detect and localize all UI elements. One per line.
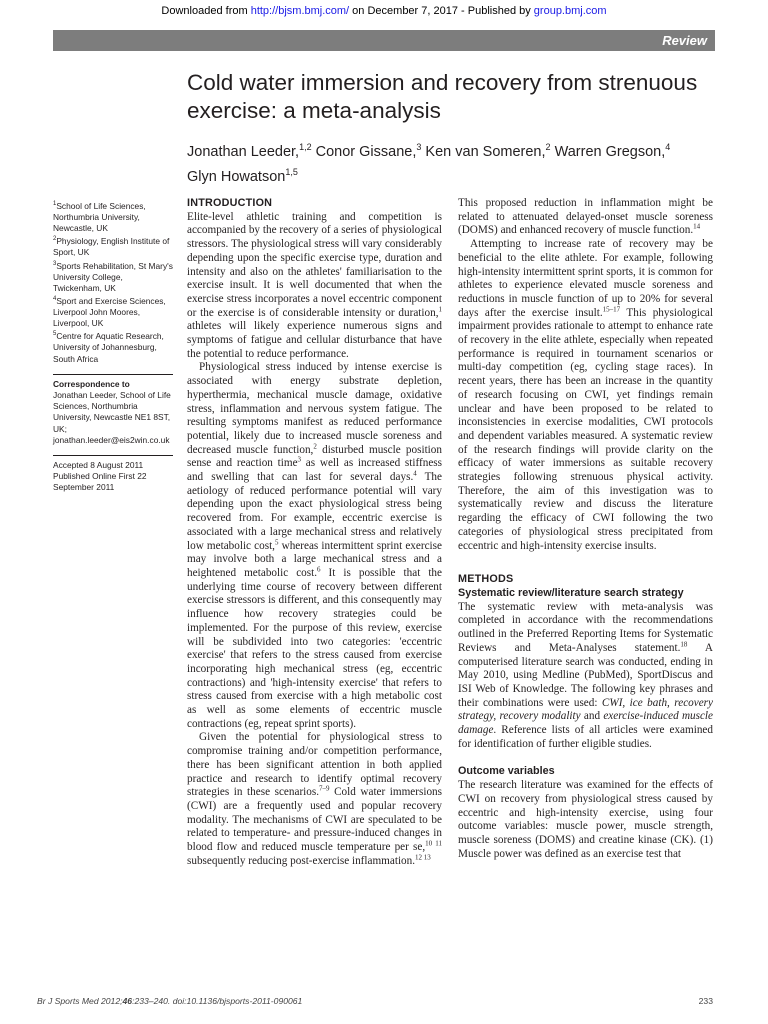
page-footer [37,996,713,1010]
paragraph: Given the potential for physiological stress to compromise training and/or competition performance, there has been significant attention in both applied practice and research to identify optimal recovery strategies in these scenarios.$^{7-9}$ Cold water immersions (CWI) are a frequently used and popular recovery modality. The mechanisms of CWI are speculated to be related to temperature- and pressure-induced changes in blood flow and reduced muscle temperature per se,$^{10 11}$ subsequently reducing post-exercise inflammation.$^{12 13}$ [187,731,443,867]
text-column-left [187,197,442,868]
page-number: 233 [698,996,713,1006]
download-middle: on December 7, 2017 - Published by [349,5,534,17]
sidebar-divider [53,374,173,375]
outcome-variables-subheading: Outcome variables [458,765,555,778]
methods-heading: METHODS [458,573,514,586]
affiliation: $^2$Physiology, English Institute of Sport, UK [53,236,170,258]
download-notice [0,5,768,17]
affiliation: $^1$School of Life Sciences, Northumbria University, Newcastle, UK [53,200,146,234]
article-sidebar [53,199,173,494]
paragraph: Elite-level athletic training and competition is accompanied by the recovery of a series of physiological stressors. The physiological stress will vary considerably depending upon the specific exercise type, duration and intensity and also on the athletes' familiarisation to the exercise insult. It is well documented that when the exercise stress incorporates a novel eccentric component or the exercise is of considerable intensity or duration,$^1$ athletes will likely experience numerous signs and symptoms of fatigue and cellular disturbance that have the potential to reduce performance. [187,210,442,360]
affiliation: $^3$Sports Rehabilitation, St Mary's University College, Twickenham, UK [53,260,173,293]
paragraph: Attempting to increase rate of recovery may be beneficial to the elite athlete. For example, following high-intensity intermittent sprint sports, it is common for athletes to experience elevated muscle soreness and reductions in muscle function of up to 20% for several days after the exercise insult.$^{15-17}$ This physiological impairment provides rationale to attempt to enhance rate of recovery in the elite athlete, especially when repeated performance is required in tournament scenarios or multi-day competition (eg, cycling stage races). In recent years, there has been an increase in the quantity of research focusing on CWI, yet findings remain unclear and have been proposed to be related to inconsistencies in exercise modalities, CWI protocols and dependent variables measured. A systematic review of the research findings will provide clarity on the efficacy of water immersions as suitable recovery strategies following strenuous physical activity. Therefore, the aim of this investigation was to systematically review and discuss the literature regarding the efficacy of CWI following the two categories of physiological stress precipitated from eccentric and high-intensity exercise insults. [458,238,713,552]
affiliation: $^5$Centre for Aquatic Research, University of Johannesburg, South Africa [53,331,164,364]
accepted-date: Accepted 8 August 2011 [53,460,144,471]
section-label: Review [662,33,707,48]
spacer [458,553,713,573]
text-column-right [458,197,713,861]
paragraph: The systematic review with meta-analysis was completed in accordance with the recommendations outlined in the Preferred Reporting Items for Systematic Reviews and Meta-Analyses statement.$^{18}$ A computerised literature search was conducted, ending in May 2010, using Medline (PubMed), SportDiscus and ISI Web of Knowledge. The following key phrases and their combinations were used: CWI, ice bath, recovery strategy, recovery modality and exercise-induced muscle damage. Reference lists of all articles were examined for identification of further eligible studies. [458,600,714,750]
affiliations [53,199,173,365]
search-strategy-subheading: Systematic review/literature search strategy [458,586,684,599]
download-prefix: Downloaded from [161,5,251,17]
paragraph: Physiological stress induced by intense exercise is associated with energy substrate depletion, hyperthermia, mechanical muscle damage, oxidative stress, inflammation and nervous system fatigue. The resulting symptoms manifest as reduced performance potential, likely due to increased muscle soreness and decreased muscle function,$^2$ disturbed muscle position sense and reaction time$^3$ as well as increased stiffness and swelling that can last for several days.$^4$ The aetiology of reduced performance potential will vary depending upon the exact physiological stress being recovered from. For example, eccentric exercise is associated with a large mechanical stress and relatively low metabolic cost,$^5$ whereas intermittent sprint exercise may involve both a large mechanical stress and a heightened metabolic cost.$^6$ It is possible that the underlying time course of recovery between different exercise stressors is different, and this consequently may influence how recovery strategies could be implemented. For the purpose of this review, exercise will be subdivided into two categories: 'eccentric exercise' that refers to the stress caused from exercise incorporating high mechanical stress (eg, eccentric contractions) and 'high-intensity exercise' that refers to stress caused from exercise with a high metabolic cost as well as some elements of eccentric muscle contractions (eg, repeat sprint sports). [187,361,443,730]
affiliation: $^4$Sport and Exercise Sciences, Liverpool John Moores, Liverpool, UK [53,295,166,329]
author: Warren Gregson,$^4$ [554,142,671,160]
correspondence-text: Jonathan Leeder, School of Life Sciences, Northumbria University, Newcastle NE1 8ST, UK; jonathan.leeder@eis2win.co.uk [53,390,171,445]
bjsm-link[interactable]: http://bjsm.bmj.com/ [250,5,350,17]
paragraph: The research literature was examined for the effects of CWI on recovery from physiological stress caused by eccentric and high-intensity exercise, using four outcome variables: muscle power, muscle strength, muscle soreness (DOMS) and creatine kinase (CK). (1) Muscle power was defined as an exercise test that [458,779,713,860]
author-list [187,137,707,187]
paragraph: This proposed reduction in inflammation might be related to attenuated delayed-onset muscle soreness (DOMS) and enhanced recovery of muscle function.$^{14}$ [458,197,713,237]
author: Conor Gissane,$^3$ [315,142,422,160]
spacer [458,751,713,765]
sidebar-divider [53,455,173,456]
online-date: Published Online First 22 September 2011 [53,471,147,493]
author: Jonathan Leeder,$^{1,2}$ [187,142,312,160]
group-bmj-link[interactable]: group.bmj.com [533,5,607,17]
correspondence-heading: Correspondence to [53,378,130,389]
introduction-heading: INTRODUCTION [187,197,273,209]
author: Ken van Someren,$^2$ [425,142,551,160]
author: Glyn Howatson$^{1,5}$ [187,166,298,185]
citation: Br J Sports Med 2012;46:233–240. doi:10.1136/bjsports-2011-090061 [37,996,303,1006]
article-title: Cold water immersion and recovery from strenuous exercise: a meta-analysis [187,70,698,123]
section-label-bar [53,30,715,51]
